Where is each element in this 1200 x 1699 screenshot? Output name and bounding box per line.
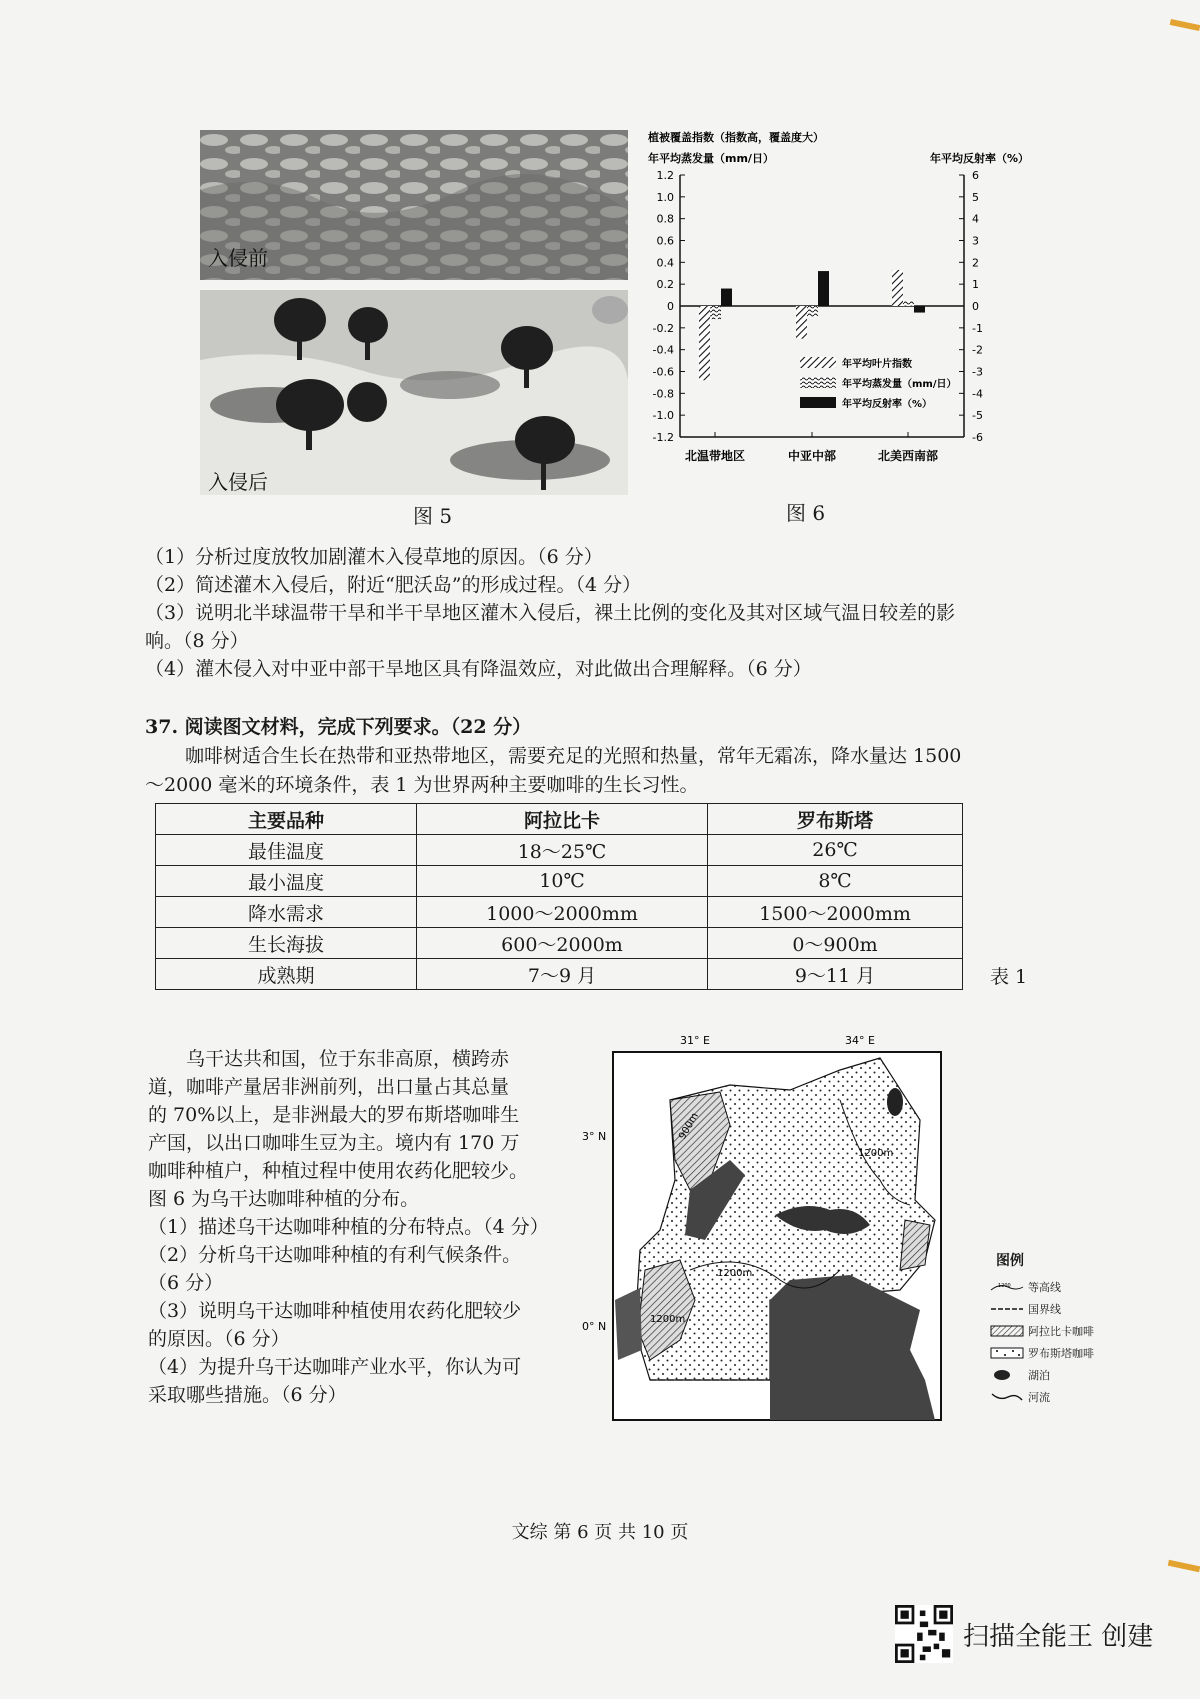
fig6-legend-swatch-leaf: [800, 357, 836, 368]
map-contour-label: 1200m: [717, 1268, 753, 1279]
lake-west: [615, 1288, 642, 1360]
legend-arabica: [990, 1320, 1094, 1342]
q36-item-2: （2）简述灌木入侵后，附近“肥沃岛”的形成过程。（4 分）: [145, 574, 642, 596]
left-axis-tick-label: 0: [667, 300, 674, 313]
legend-border: [990, 1298, 1094, 1320]
map-lat-0: 0° N: [582, 1320, 607, 1333]
right-axis-tick-label: 0: [972, 300, 979, 313]
fig6-legend-evap: 年平均蒸发量（mm/日）: [842, 379, 957, 390]
table-row: [156, 959, 963, 990]
fig5-label-before: 入侵前: [208, 246, 268, 270]
robusta-symbol: [990, 1347, 1024, 1359]
scanner-watermark: [895, 1605, 1153, 1663]
fig5-label-after: 入侵后: [208, 470, 268, 494]
uganda-line: 图 6 为乌干达咖啡种植的分布。: [148, 1188, 420, 1210]
qr-code-icon: [895, 1605, 953, 1663]
right-axis-tick-label: -3: [972, 365, 983, 379]
bar-0-1: [796, 306, 807, 339]
fig6-legend-swatch-albedo: [800, 397, 836, 408]
fig5-photo-before: [200, 130, 628, 280]
legend-robusta: [990, 1342, 1094, 1364]
table-cell: 8℃: [708, 866, 963, 897]
left-axis-tick-label: 1.2: [656, 169, 674, 182]
q37-intro-2: ～2000 毫米的环境条件，表 1 为世界两种主要咖啡的生长习性。: [145, 774, 699, 796]
page-footer: 文综 第 6 页 共 10 页: [511, 1522, 689, 1543]
fig6-legend-albedo: 年平均反射率（%）: [842, 399, 933, 410]
fig6-caption: 图 6: [786, 501, 826, 525]
left-axis-tick-label: 0.4: [656, 256, 674, 270]
right-axis-tick-label: 3: [972, 234, 979, 248]
table-cell: 最小温度: [156, 866, 417, 897]
uganda-line: 咖啡种植户，种植过程中使用农药化肥较少。: [148, 1160, 529, 1182]
legend-contour: [990, 1276, 1094, 1298]
q36-item-3: （3）说明北半球温带干旱和半干旱地区灌木入侵后，裸土比例的变化及其对区域气温日较差的影: [145, 602, 956, 624]
q37-heading: 37. 阅读图文材料，完成下列要求。（22 分）: [145, 716, 532, 738]
arabica-symbol: [990, 1325, 1024, 1337]
left-axis-tick-label: -0.2: [652, 321, 674, 335]
scanner-text: 扫描全能王 创建: [963, 1621, 1154, 1652]
table-cell: 1000～2000mm: [417, 897, 708, 928]
right-axis-tick-label: -6: [972, 431, 983, 444]
table-cell: 成熟期: [156, 959, 417, 990]
map-contour-label: 900m: [677, 1111, 702, 1142]
corner-mark-top: [1170, 19, 1200, 31]
bar-2-0: [721, 289, 732, 306]
right-axis-tick-label: -1: [972, 321, 983, 335]
q37-sub-1: （1）描述乌干达咖啡种植的分布特点。（4 分）: [148, 1216, 549, 1238]
table-row: [156, 928, 963, 959]
table-header-cell: 罗布斯塔: [708, 804, 963, 835]
table-caption: 表 1: [990, 966, 1028, 988]
legend-label: 罗布斯塔咖啡: [1028, 1347, 1094, 1360]
fig5-photo-after: [200, 290, 628, 495]
q36-item-3-cont: 响。（8 分）: [145, 630, 249, 652]
x-axis-category-label: 中亚中部: [787, 449, 837, 463]
contour-symbol: [990, 1281, 1024, 1293]
bar-2-1: [818, 271, 829, 306]
fig6-chart: [640, 125, 1040, 525]
fig6-title: 植被覆盖指数（指数高，覆盖度大）: [648, 131, 824, 144]
q37-sub-4-cont: 采取哪些措施。（6 分）: [148, 1384, 347, 1406]
map-lat-3: 3° N: [582, 1130, 607, 1143]
q37-intro-1: 咖啡树适合生长在热带和亚热带地区，需要充足的光照和热量，常年无霜冻，降水量达 1500: [185, 745, 962, 767]
uganda-line: 的 70%以上，是非洲最大的罗布斯塔咖啡生: [148, 1104, 520, 1126]
map-legend: [990, 1250, 1094, 1408]
fig5-caption: 图 5: [413, 504, 453, 528]
right-axis-tick-label: 2: [972, 256, 979, 270]
legend-label: 湖泊: [1028, 1369, 1050, 1382]
uganda-line: 产国，以出口咖啡生豆为主。境内有 170 万: [148, 1132, 520, 1154]
bar-1-0: [710, 306, 721, 319]
border-symbol: [990, 1303, 1024, 1315]
right-axis-tick-label: 4: [972, 212, 979, 226]
left-axis-tick-label: -1.2: [652, 431, 674, 444]
q37-sub-4: （4）为提升乌干达咖啡产业水平，你认为可: [148, 1356, 522, 1378]
table-cell: 26℃: [708, 835, 963, 866]
map-lon-34: 34° E: [845, 1034, 875, 1047]
river-symbol: [990, 1391, 1024, 1403]
fig6-right-axis-label: 年平均反射率（%）: [930, 152, 1030, 165]
table-row: [156, 897, 963, 928]
table-1: [155, 803, 963, 990]
fig6-left-axis-label: 年平均蒸发量（mm/日）: [648, 152, 774, 165]
arabica-area-east: [900, 1220, 930, 1270]
uganda-line: 道，咖啡产量居非洲前列，出口量占其总量: [148, 1076, 510, 1098]
table-cell: 7～9 月: [417, 959, 708, 990]
table-row: [156, 866, 963, 897]
uganda-line: 乌干达共和国，位于东非高原，横跨赤: [186, 1048, 510, 1070]
table-header-row: [156, 804, 963, 835]
left-axis-tick-label: 0.8: [656, 212, 674, 226]
bar-0-0: [699, 306, 710, 380]
right-axis-tick-label: 5: [972, 190, 979, 204]
right-axis-tick-label: 6: [972, 169, 979, 182]
map-lon-31: 31° E: [680, 1034, 710, 1047]
bar-1-1: [807, 306, 818, 317]
right-axis-tick-label: -4: [972, 387, 983, 401]
q37-sub-2: （2）分析乌干达咖啡种植的有利气候条件。: [148, 1244, 522, 1266]
bar-1-2: [903, 301, 914, 306]
table-cell: 18～25℃: [417, 835, 708, 866]
legend-river: [990, 1386, 1094, 1408]
x-axis-category-label: 北温带地区: [684, 449, 746, 463]
legend-lake: [990, 1364, 1094, 1386]
table-cell: 10℃: [417, 866, 708, 897]
bar-0-2: [892, 270, 903, 306]
legend-label: 国界线: [1028, 1303, 1061, 1316]
left-axis-tick-label: -0.8: [652, 387, 674, 401]
left-axis-tick-label: 0.2: [656, 278, 674, 292]
fig6-legend-swatch-evap: [800, 377, 836, 388]
contour-symbol-label: 1200: [998, 1283, 1011, 1289]
lake-northeast: [887, 1088, 903, 1116]
map-legend-title: 图例: [996, 1253, 1024, 1269]
right-axis-tick-label: -5: [972, 409, 983, 423]
q36-item-1: （1）分析过度放牧加剧灌木入侵草地的原因。（6 分）: [145, 546, 603, 568]
table-cell: 600～2000m: [417, 928, 708, 959]
right-axis-tick-label: -2: [972, 343, 983, 357]
uganda-text: [148, 1045, 568, 1409]
q37-sub-3: （3）说明乌干达咖啡种植使用农药化肥较少: [148, 1300, 522, 1322]
q36-item-4: （4）灌木侵入对中亚中部干旱地区具有降温效应，对此做出合理解释。（6 分）: [145, 658, 812, 680]
table-header-cell: 阿拉比卡: [417, 804, 708, 835]
table-cell: 1500～2000mm: [708, 897, 963, 928]
bar-2-2: [914, 306, 925, 313]
fig6-legend-leaf: 年平均叶片指数: [842, 359, 912, 370]
left-axis-tick-label: -1.0: [652, 409, 674, 423]
left-axis-tick-label: 1.0: [656, 190, 674, 204]
map-contour-label: 1200m: [858, 1148, 894, 1159]
table-header-cell: 主要品种: [156, 804, 417, 835]
table-row: [156, 835, 963, 866]
lake-symbol: [990, 1369, 1024, 1381]
table-cell: 0～900m: [708, 928, 963, 959]
right-axis-tick-label: 1: [972, 278, 979, 292]
table-cell: 降水需求: [156, 897, 417, 928]
x-axis-category-label: 北美西南部: [877, 449, 939, 463]
table-cell: 最佳温度: [156, 835, 417, 866]
uganda-map: [580, 1030, 970, 1430]
q37-sub-3-cont: 的原因。（6 分）: [148, 1328, 290, 1350]
table-cell: 生长海拔: [156, 928, 417, 959]
legend-label: 等高线: [1028, 1281, 1061, 1294]
legend-label: 河流: [1028, 1391, 1050, 1404]
left-axis-tick-label: 0.6: [656, 234, 674, 248]
table-cell: 9～11 月: [708, 959, 963, 990]
left-axis-tick-label: -0.4: [652, 343, 674, 357]
legend-label: 阿拉比卡咖啡: [1028, 1325, 1094, 1338]
left-axis-tick-label: -0.6: [652, 365, 674, 379]
q37-sub-2-cont: （6 分）: [148, 1272, 224, 1294]
corner-mark-bottom: [1168, 1560, 1200, 1573]
map-contour-label: 1200m: [650, 1314, 686, 1325]
